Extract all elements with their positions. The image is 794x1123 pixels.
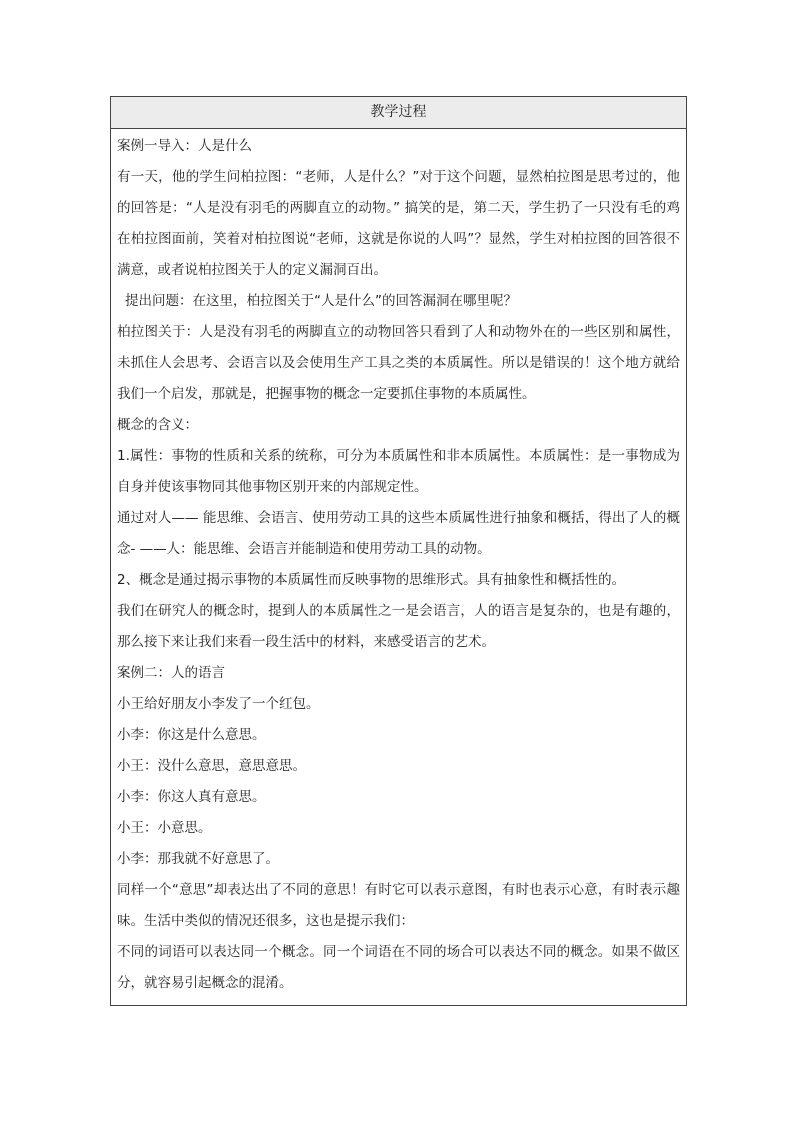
- case-one-title: 案例一导入：人是什么: [117, 138, 252, 154]
- concept-form-paragraph: 2、概念是通过揭示事物的本质属性而反映事物的思维形式。具有抽象性和概括性的。: [117, 572, 626, 588]
- dialogue-line: 小李：那我就不好意思了。: [117, 851, 279, 867]
- conclusion-paragraph: 不同的词语可以表达同一个概念。同一个词语在不同的场合可以表达不同的概念。如果不做区分，就容易引起概念的混淆。: [117, 944, 680, 991]
- dialogue-line: 小王给好朋友小李发了一个红包。: [117, 696, 320, 712]
- human-concept-paragraph: 通过对人—— 能思维、会语言、使用劳动工具的这些本质属性进行抽象和概括，得出了人的概念- ——人：能思维、会语言并能制造和使用劳动工具的动物。: [117, 510, 680, 557]
- meaning-summary-paragraph: 同样一个“意思”却表达出了不同的意思！有时它可以表示意图，有时也表示心意，有时表示趣味。生活中类似的情况还很多，这也是提示我们：: [117, 882, 680, 929]
- table-header: 教学过程: [111, 97, 686, 129]
- table-body: [111, 129, 686, 1005]
- case-two-title: 案例二：人的语言: [117, 665, 225, 681]
- plato-story-paragraph: 有一天，他的学生问柏拉图：“老师，人是什么？”对于这个问题，显然柏拉图是思考过的，他的回答是：“人是没有羽毛的两脚直立的动物。” 搞笑的是，第二天，学生扔了一只没有毛的鸡在柏拉图面前，笑着对柏拉图说“老师，这就是你说的人吗”？显然，学生对柏拉图的回答很不满意，或者说柏拉图关于人的定义漏洞百出。: [117, 169, 680, 278]
- dialogue-line: 小李：你这人真有意思。: [117, 789, 266, 805]
- language-intro-paragraph: 我们在研究人的概念时，提到人的本质属性之一是会语言，人的语言是复杂的，也是有趣的，那么接下来让我们来看一段生活中的材料，来感受语言的艺术。: [117, 603, 680, 650]
- dialogue-line: 小王：小意思。: [117, 820, 212, 836]
- question-paragraph: 提出问题：在这里，柏拉图关于“人是什么”的回答漏洞在哪里呢？: [125, 293, 517, 309]
- attribute-definition-paragraph: 1.属性：事物的性质和关系的统称，可分为本质属性和非本质属性。本质属性：是一事物成为自身并使该事物同其他事物区别开来的内部规定性。: [117, 448, 680, 495]
- concept-meaning-heading: 概念的含义：: [117, 417, 198, 433]
- dialogue-line: 小王：没什么意思，意思意思。: [117, 758, 306, 774]
- teaching-process-table: [110, 96, 687, 1006]
- dialogue-line: 小李：你这是什么意思。: [117, 727, 266, 743]
- analysis-paragraph: 柏拉图关于：人是没有羽毛的两脚直立的动物回答只看到了人和动物外在的一些区别和属性，未抓住人会思考、会语言以及会使用生产工具之类的本质属性。所以是错误的！这个地方就给我们一个启发，那就是，把握事物的概念一定要抓住事物的本质属性。: [117, 324, 680, 402]
